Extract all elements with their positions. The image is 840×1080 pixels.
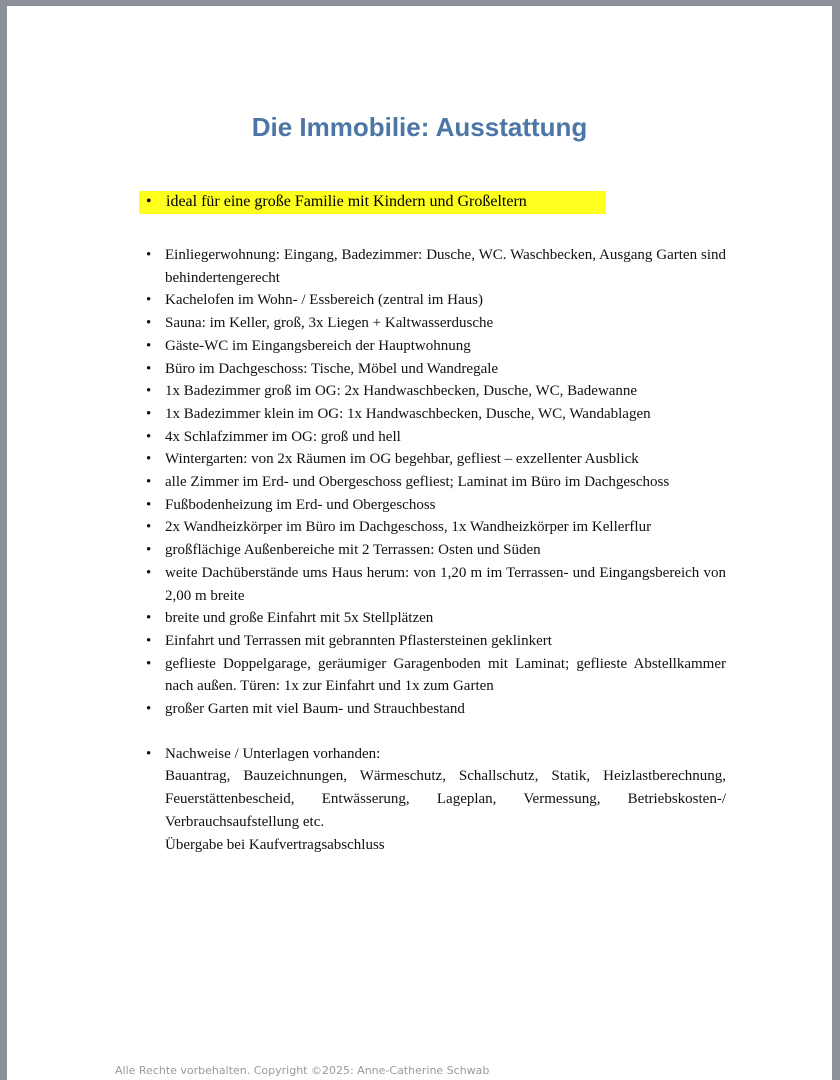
bullet-icon: • [146,383,152,400]
bullet-icon: • [146,247,152,263]
list-item: • Einfahrt und Terrassen mit gebrannten Pflastersteinen geklinkert [146,630,726,653]
list-item: • Büro im Dachgeschoss: Tische, Möbel und Wandregale [146,358,726,381]
bullet-icon: • [146,610,152,627]
page-title: Die Immobilie: Ausstattung [251,112,588,142]
features-list [146,244,726,856]
list-item: • großflächige Außenbereiche mit 2 Terrassen: Osten und Süden [146,539,726,562]
list-item: • 2x Wandheizkörper im Büro im Dachgeschoss, 1x Wandheizkörper im Kellerflur [146,516,726,539]
list-item: • alle Zimmer im Erd- und Obergeschoss gefliest; Laminat im Büro im Dachgeschoss [146,471,726,494]
list-item: • Einliegerwohnung: Eingang, Badezimmer: Dusche, WC. Waschbecken, Ausgang Garten sind behindertengerecht [146,244,726,289]
bullet-icon: • [146,655,152,672]
bullet-icon: • [146,360,152,377]
bullet-icon: • [146,292,152,309]
bullet-icon: • [146,496,152,513]
bullet-icon: • [146,519,152,536]
list-item: • Gäste-WC im Eingangsbereich der Hauptwohnung [146,335,726,358]
spacer [146,721,726,743]
bullet-icon: • [146,745,152,762]
list-item: • Wintergarten: von 2x Räumen im OG begehbar, gefliest – exzellenter Ausblick [146,448,726,471]
documents-heading: Nachweise / Unterlagen vorhanden: [165,745,381,762]
list-item: • Sauna: im Keller, groß, 3x Liegen + Kaltwasserdusche [146,312,726,335]
list-item: • Kachelofen im Wohn- / Essbereich (zentral im Haus) [146,289,726,312]
list-item: • großer Garten mit viel Baum- und Strauchbestand [146,698,726,721]
list-item: • 1x Badezimmer klein im OG: 1x Handwaschbecken, Dusche, WC, Wandablagen [146,403,726,426]
bullet-icon: • [146,451,152,468]
bullet-icon: • [146,405,152,422]
bullet-icon: • [146,632,152,649]
bullet-icon: • [146,474,152,491]
bullet-icon: • [146,315,152,332]
bullet-icon: • [146,564,152,581]
bullet-icon: • [146,428,152,445]
bullet-icon: • [146,542,152,559]
documents-handover: Übergabe bei Kaufvertragsabschluss [165,836,385,853]
documents-list-item [146,743,726,857]
document-page: Die Immobilie: Ausstattung • ideal für eine große Familie mit Kindern und Großeltern • Einliegerwohnung: Eingang, Badezimmer: Dusche, WC. Waschbecken, Ausgang Garten sind behindertengerecht • Kachelofen im Wohn- / Essbereich (zentral im Haus) • Sauna: im Keller, groß, 3x Liegen + Kaltwasserdusche • Gäste-WC im Eingangsbereich der Hauptwohnung • Büro im Dachgeschoss: Tische, Möbel und Wandregale • 1x Badezimmer groß im OG: 2x Handwaschbecken, Dusche, WC, Badewanne • 1x Badezimmer klein im OG: 1x Handwaschbecken, Dusche, WC, Wandablagen • 4x Schlafzimmer im OG: groß und hell • Wintergarten: von 2x Räumen im OG begehbar, gefliest – exzellenter Ausblick • alle Zimmer im Erd- und Obergeschoss gefliest; Laminat im Büro im Dachgeschoss • Fußbodenheizung im Erd- und Obergeschoss • 2x Wandheizkörper im Büro im Dachgeschoss, 1x Wandheizkörper im Kellerflur • großflächige Außenbereiche mit 2 Terrassen: Osten und Süden • weite Dachüberstände ums Haus herum: von 1,20 m im Terrassen- und Eingangsbereich von 2,00 m breite • breite und große Einfahrt mit 5x Stellplätzen • Einfahrt und Terrassen mit gebrannten Pflastersteinen geklinkert • geflieste Doppelgarage, geräumiger Garagenboden mit Laminat; geflieste Abstellkammer nach außen. Türen: 1x zur Einfahrt und 1x zum Garten • großer Garten mit viel Baum- und Strauchbestand • Nachweise / Unterlagen vorhanden: Bauantrag, Bauzeichnungen, Wärmeschutz, Schallschutz, Statik, Heizlastberechnung, Feuerstättenbescheid, Entwässerung, Lageplan, Vermessung, Betriebskosten-/ Verbrauchsaufstellung etc. Übergabe bei Kaufvertragsabschluss Alle Rechte vorbehalten. Copyright ©2025: Anne-Catherine Schwab [7,6,832,1080]
copyright-footer: Alle Rechte vorbehalten. Copyright ©2025: Anne-Catherine Schwab [115,1064,490,1077]
list-item: • geflieste Doppelgarage, geräumiger Garagenboden mit Laminat; geflieste Abstellkammer nach außen. Türen: 1x zur Einfahrt und 1x zum Garten [146,653,726,698]
bullet-icon: • [146,701,152,718]
list-item: • weite Dachüberstände ums Haus herum: von 1,20 m im Terrassen- und Eingangsbereich von 2,00 m breite [146,562,726,607]
list-item: • 1x Badezimmer groß im OG: 2x Handwaschbecken, Dusche, WC, Badewanne [146,380,726,403]
list-item: • Fußbodenheizung im Erd- und Obergeschoss [146,494,726,517]
bullet-icon: • [146,193,152,210]
bullet-icon: • [146,337,152,354]
list-item: • 4x Schlafzimmer im OG: groß und hell [146,426,726,449]
list-item: • breite und große Einfahrt mit 5x Stellplätzen [146,607,726,630]
documents-list: Bauantrag, Bauzeichnungen, Wärmeschutz, Schallschutz, Statik, Heizlastberechnung, Feuerstättenbescheid, Entwässerung, Lageplan, Vermessung, Betriebskosten-/ Verbrauchsaufstellung etc. [165,768,726,830]
